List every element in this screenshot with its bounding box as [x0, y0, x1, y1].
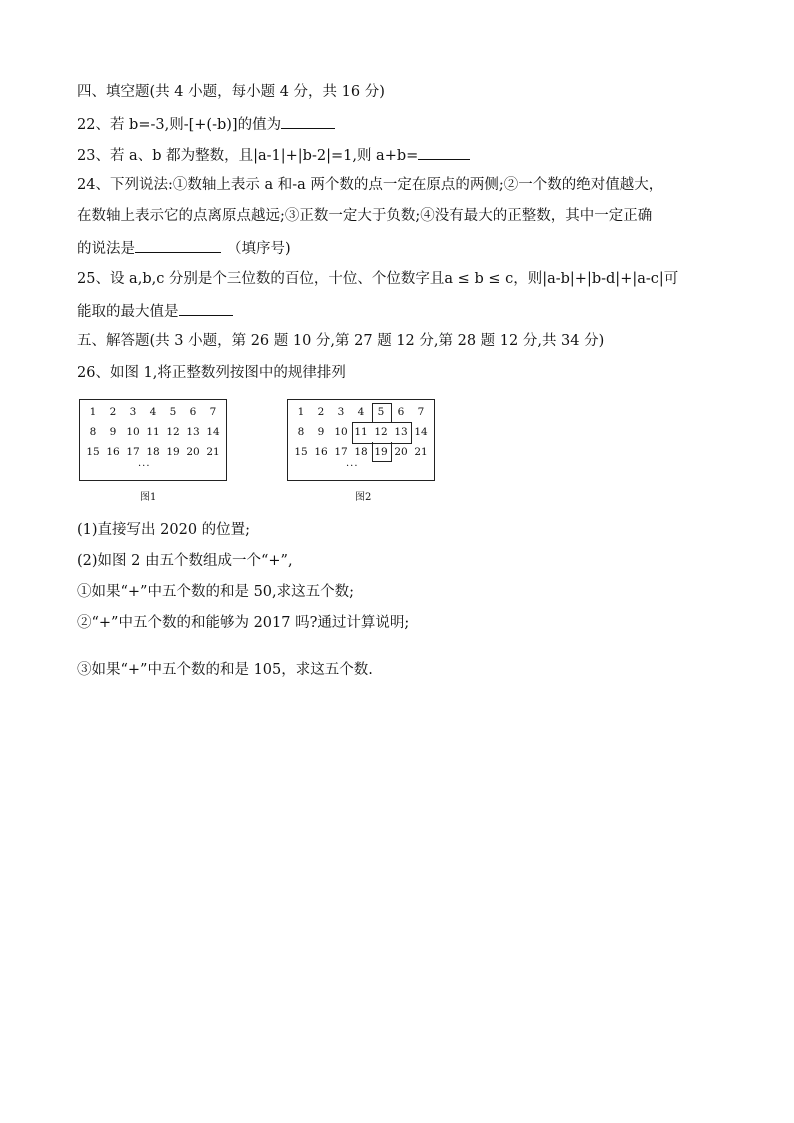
- grid-number-cell: 7: [417, 406, 425, 418]
- grid-number-cell: 1: [89, 406, 97, 418]
- grid-number-cell: 17: [126, 446, 140, 458]
- grid-number-cell: 16: [106, 446, 120, 458]
- answer-blank: [179, 301, 233, 316]
- grid-number-cell: 14: [414, 426, 428, 438]
- grid-number-cell: 21: [414, 446, 428, 458]
- grid-number-cell: 10: [334, 426, 348, 438]
- figure-1-ellipsis: ···: [138, 461, 151, 472]
- question-23-text: 23、若 a、b 都为整数，且|a-1|+|b-2|=1,则 a+b=: [77, 148, 419, 164]
- grid-number-cell: 4: [357, 406, 365, 418]
- grid-number-cell: 20: [186, 446, 200, 458]
- grid-number-cell: 14: [206, 426, 220, 438]
- section-four-heading: 四、填空题(共 4 小题，每小题 4 分，共 16 分): [77, 84, 385, 100]
- grid-number-cell: 11: [146, 426, 160, 438]
- section-five-heading: 五、解答题(共 3 小题，第 26 题 10 分,第 27 题 12 分,第 28 题 12 分,共 34 分): [77, 333, 605, 349]
- question-25-line-2: [77, 301, 233, 321]
- question-24-hint: （填序号): [227, 241, 291, 257]
- sub-question-1: ①如果“+”中五个数的和是 50,求这五个数;: [77, 584, 355, 600]
- part-1: (1)直接写出 2020 的位置;: [77, 522, 251, 538]
- answer-blank: [418, 145, 470, 160]
- grid-number-cell: 8: [297, 426, 305, 438]
- question-24-line-1: 24、下列说法:①数轴上表示 a 和-a 两个数的点一定在原点的两侧;②一个数的绝对值越大，: [77, 177, 664, 193]
- grid-number-cell: 17: [334, 446, 348, 458]
- grid-number-cell: 13: [394, 426, 408, 438]
- figure-1-caption: 图1: [140, 492, 157, 503]
- question-23: [77, 145, 470, 165]
- grid-number-cell: 9: [317, 426, 325, 438]
- question-26: 26、如图 1,将正整数列按图中的规律排列: [77, 365, 346, 381]
- figure-1-number-grid: [79, 399, 227, 481]
- sub-question-3: ③如果“+”中五个数的和是 105，求这五个数.: [77, 662, 373, 678]
- question-25-text: 能取的最大值是: [77, 304, 179, 320]
- grid-number-cell: 4: [149, 406, 157, 418]
- grid-number-cell: 5: [169, 406, 177, 418]
- grid-number-cell: 11: [354, 426, 368, 438]
- question-22: [77, 114, 335, 134]
- grid-number-cell: 2: [317, 406, 325, 418]
- grid-number-cell: 13: [186, 426, 200, 438]
- grid-number-cell: 5: [377, 406, 385, 418]
- grid-number-cell: 6: [189, 406, 197, 418]
- grid-number-cell: 3: [337, 406, 345, 418]
- figure-2-number-grid: [287, 399, 435, 481]
- part-2: (2)如图 2 由五个数组成一个“+”,: [77, 553, 293, 569]
- answer-blank: [135, 238, 221, 253]
- grid-number-cell: 19: [166, 446, 180, 458]
- figure-2-ellipsis: ···: [346, 461, 359, 472]
- grid-number-cell: 15: [294, 446, 308, 458]
- grid-number-cell: 10: [126, 426, 140, 438]
- grid-number-cell: 18: [354, 446, 368, 458]
- grid-number-cell: 8: [89, 426, 97, 438]
- grid-number-cell: 20: [394, 446, 408, 458]
- grid-number-cell: 21: [206, 446, 220, 458]
- question-22-text: 22、若 b=-3,则-[+(-b)]的值为: [77, 117, 282, 133]
- grid-number-cell: 18: [146, 446, 160, 458]
- grid-number-cell: 12: [166, 426, 180, 438]
- grid-number-cell: 16: [314, 446, 328, 458]
- grid-number-cell: 12: [374, 426, 388, 438]
- question-25-line-1: 25、设 a,b,c 分别是个三位数的百位，十位、个位数字且a ≤ b ≤ c，则|a-b|+|b-d|+|a-c|可: [77, 271, 679, 287]
- grid-number-cell: 1: [297, 406, 305, 418]
- grid-number-cell: 2: [109, 406, 117, 418]
- grid-number-cell: 9: [109, 426, 117, 438]
- figure-2-caption: 图2: [355, 492, 372, 503]
- grid-number-cell: 19: [374, 446, 388, 458]
- answer-blank: [281, 114, 335, 129]
- grid-number-cell: 7: [209, 406, 217, 418]
- grid-number-cell: 15: [86, 446, 100, 458]
- question-24-line-2: 在数轴上表示它的点离原点越远;③正数一定大于负数;④没有最大的正整数，其中一定正确: [77, 208, 653, 224]
- sub-question-2: ②“+”中五个数的和能够为 2017 吗?通过计算说明;: [77, 615, 410, 631]
- grid-number-cell: 6: [397, 406, 405, 418]
- grid-number-cell: 3: [129, 406, 137, 418]
- question-24-line-3: [77, 238, 291, 258]
- question-24-text: 的说法是: [77, 241, 135, 257]
